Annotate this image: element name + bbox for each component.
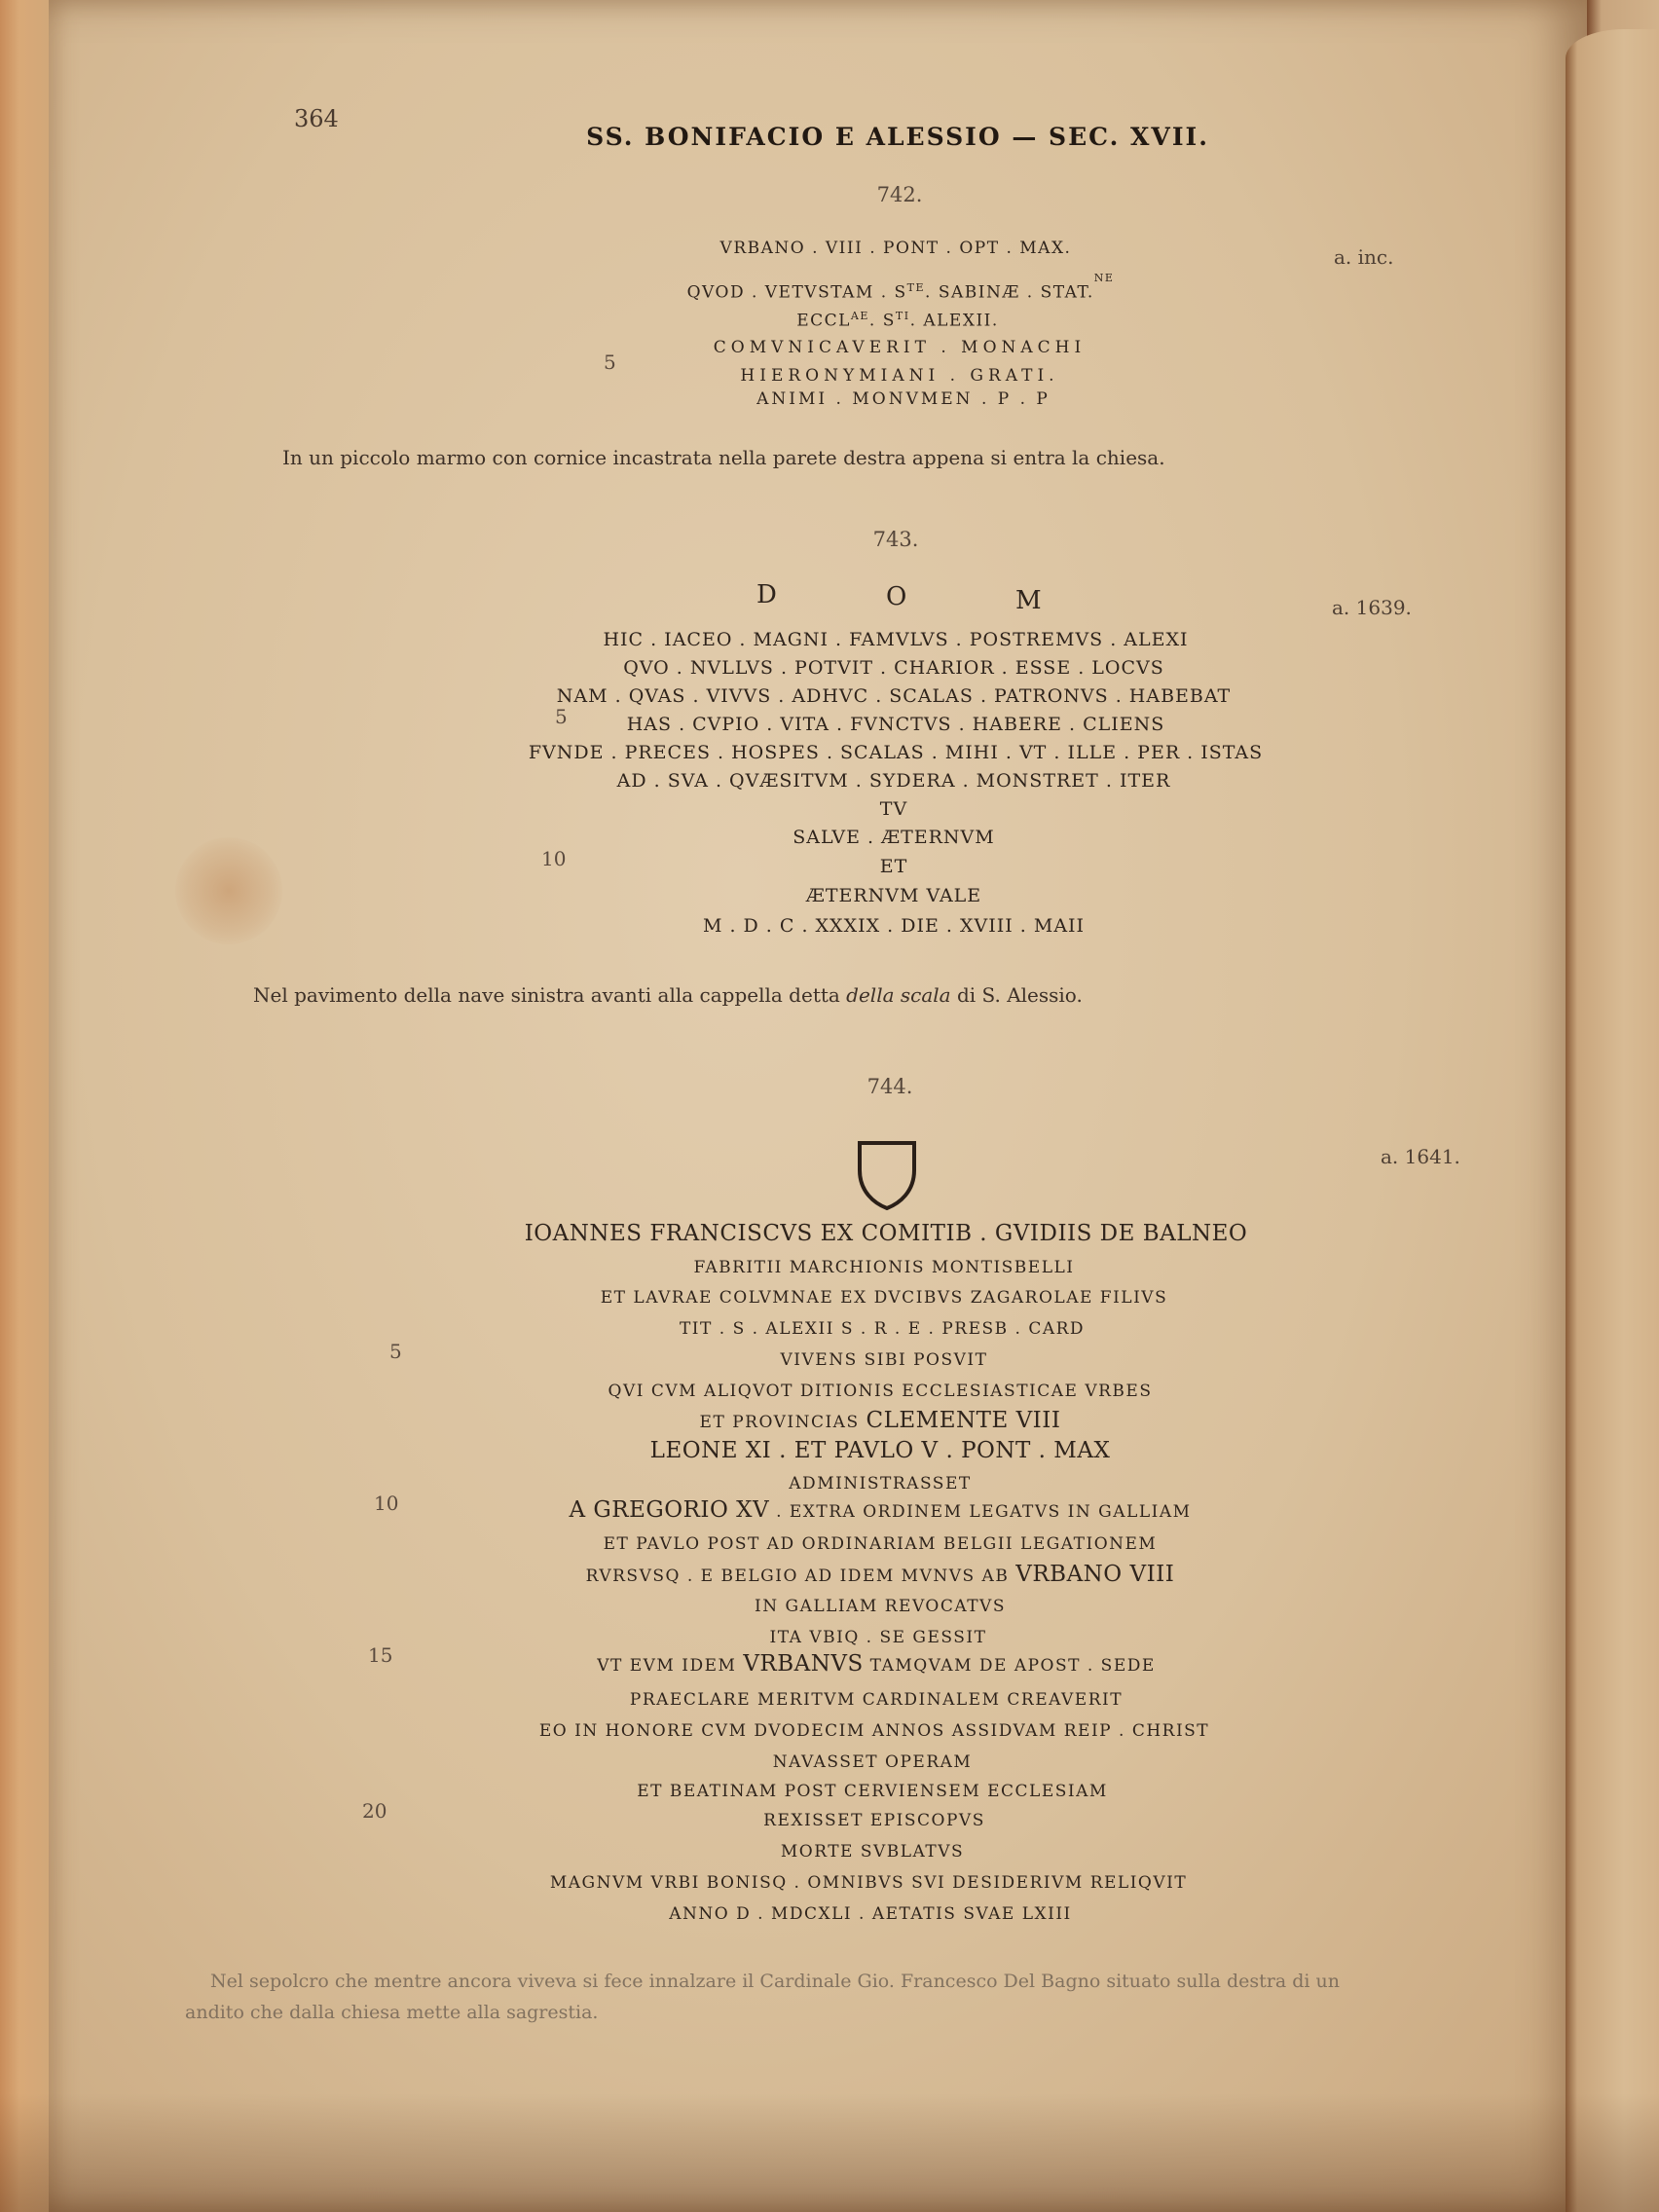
inscription-line: MAGNVM VRBI BONISQ . OMNIBVS SVI DESIDERIVM RELIQVIT xyxy=(549,1873,1188,1893)
inscription-line: FABRITII MARCHIONIS MONTISBELLI xyxy=(693,1258,1075,1277)
inscription-line: IN GALLIAM REVOCATVS xyxy=(755,1597,1006,1616)
inscription-line: REXISSET EPISCOPVS xyxy=(763,1811,985,1830)
entry-date-742: a. inc. xyxy=(1334,245,1394,269)
coat-of-arms-shield-icon xyxy=(855,1137,919,1211)
inscription-line: NAVASSET OPERAM xyxy=(772,1752,973,1772)
inscription-line: ET BEATINAM POST CERVIENSEM ECCLESIAM xyxy=(637,1782,1108,1801)
inscription-line: NAM . QVAS . VIVVS . ADHVC . SCALAS . PATRONVS . HABEBAT xyxy=(556,685,1232,707)
inscription-line: VT EVM IDEM VRBANVS TAMQVAM DE APOST . SEDE xyxy=(597,1651,1156,1677)
inscription-line: TV xyxy=(879,798,908,820)
entry-number-744: 744. xyxy=(866,1075,913,1098)
facing-page-edge xyxy=(1566,29,1659,2212)
inscription-line: TIT . S . ALEXII S . R . E . PRESB . CARD xyxy=(679,1319,1086,1339)
inscription-line: A GREGORIO XV . EXTRA ORDINEM LEGATVS IN GALLIAM xyxy=(569,1497,1192,1523)
entry-note-744-continued: andito che dalla chiesa mette alla sagrestia. xyxy=(185,2002,599,2023)
line-marker: 10 xyxy=(374,1492,399,1515)
entry-number-742: 742. xyxy=(876,183,923,206)
line-marker: 10 xyxy=(541,847,567,870)
inscription-line: COMVNICAVERIT . MONACHI xyxy=(713,338,1087,357)
inscription-line: ET xyxy=(879,856,908,877)
inscription-line: SALVE . ÆTERNVM xyxy=(793,827,995,848)
inscription-line: ITA VBIQ . SE GESSIT xyxy=(769,1628,987,1647)
running-title: SS. BONIFACIO E ALESSIO — SEC. XVII. xyxy=(586,123,1209,151)
inscription-line: VIVENS SIBI POSVIT xyxy=(780,1350,988,1370)
paper-stain xyxy=(175,837,282,944)
line-marker: 20 xyxy=(362,1799,387,1823)
inscription-line: ÆTERNVM VALE xyxy=(805,885,982,906)
inscription-line: RVRSVSQ . E BELGIO AD IDEM MVNVS AB VRBANO VIII xyxy=(585,1562,1175,1587)
inscription-line: ADMINISTRASSET xyxy=(789,1474,972,1493)
inscription-line: QVI CVM ALIQVOT DITIONIS ECCLESIASTICAE VRBES xyxy=(608,1382,1153,1401)
inscription-line: ET PAVLO POST AD ORDINARIAM BELGII LEGATIONEM xyxy=(603,1534,1158,1554)
inscription-line: ANNO D . MDCXLI . AETATIS SVAE LXIII xyxy=(669,1904,1072,1924)
bottom-shadow xyxy=(0,2093,1659,2212)
entry-number-743: 743. xyxy=(872,528,919,551)
inscription-line: ANIMI . MONVMEN . P . P xyxy=(756,389,1051,409)
line-marker: 5 xyxy=(604,350,616,374)
dom-letter: O xyxy=(886,582,907,611)
entry-date-743: a. 1639. xyxy=(1332,596,1412,619)
inscription-line: LEONE XI . ET PAVLO V . PONT . MAX xyxy=(649,1438,1111,1463)
inscription-line: M . D . C . XXXIX . DIE . XVIII . MAII xyxy=(702,915,1086,937)
inscription-line: VRBANO . VIII . PONT . OPT . MAX. xyxy=(719,239,1072,258)
inscription-line: QVOD . VETVSTAM . $S^{TE}$. SABINÆ . STAT.$^{NE}$ xyxy=(686,272,1115,303)
inscription-line: HIC . IACEO . MAGNI . FAMVLVS . POSTREMVS . ALEXI xyxy=(603,629,1189,650)
inscription-line: HIERONYMIANI . GRATI. xyxy=(740,366,1059,386)
inscription-line: $ECCL^{AE}$. $S^{TI}$. ALEXII. xyxy=(796,310,999,331)
inscription-line: EO IN HONORE CVM DVODECIM ANNOS ASSIDVAM REIP . CHRIST xyxy=(538,1721,1210,1741)
inscription-line: PRAECLARE MERITVM CARDINALEM CREAVERIT xyxy=(629,1690,1124,1710)
line-marker: 15 xyxy=(368,1643,393,1667)
dom-letter: D xyxy=(756,580,777,609)
entry-note-742: In un piccolo marmo con cornice incastrata nella parete destra appena si entra la chiesa. xyxy=(282,446,1165,469)
inscription-line: MORTE SVBLATVS xyxy=(780,1842,965,1862)
line-marker: 5 xyxy=(555,705,568,728)
inscription-line: AD . SVA . QVÆSITVM . SYDERA . MONSTRET . ITER xyxy=(616,770,1171,792)
inscription-line: FVNDE . PRECES . HOSPES . SCALAS . MIHI . VT . ILLE . PER . ISTAS xyxy=(528,742,1264,763)
inscription-line: HAS . CVPIO . VITA . FVNCTVS . HABERE . CLIENS xyxy=(626,714,1165,735)
inscription-line: IOANNES FRANCISCVS EX COMITIB . GVIDIIS DE BALNEO xyxy=(524,1221,1248,1246)
inscription-line: ET PROVINCIAS CLEMENTE VIII xyxy=(699,1408,1061,1433)
inscription-line: QVO . NVLLVS . POTVIT . CHARIOR . ESSE . LOCVS xyxy=(623,657,1164,679)
inscription-line: ET LAVRAE COLVMNAE EX DVCIBVS ZAGAROLAE FILIVS xyxy=(600,1288,1168,1308)
entry-date-744: a. 1641. xyxy=(1381,1145,1460,1168)
page-number: 364 xyxy=(294,105,339,132)
entry-note-744: Nel sepolcro che mentre ancora viveva si fece innalzare il Cardinale Gio. Francesco Del Bagno situato sulla destra di un xyxy=(210,1971,1340,1992)
line-marker: 5 xyxy=(389,1340,402,1363)
entry-note-743: Nel pavimento della nave sinistra avanti alla cappella detta della scala di S. Alessio. xyxy=(253,983,1083,1007)
dom-letter: M xyxy=(1015,586,1042,615)
